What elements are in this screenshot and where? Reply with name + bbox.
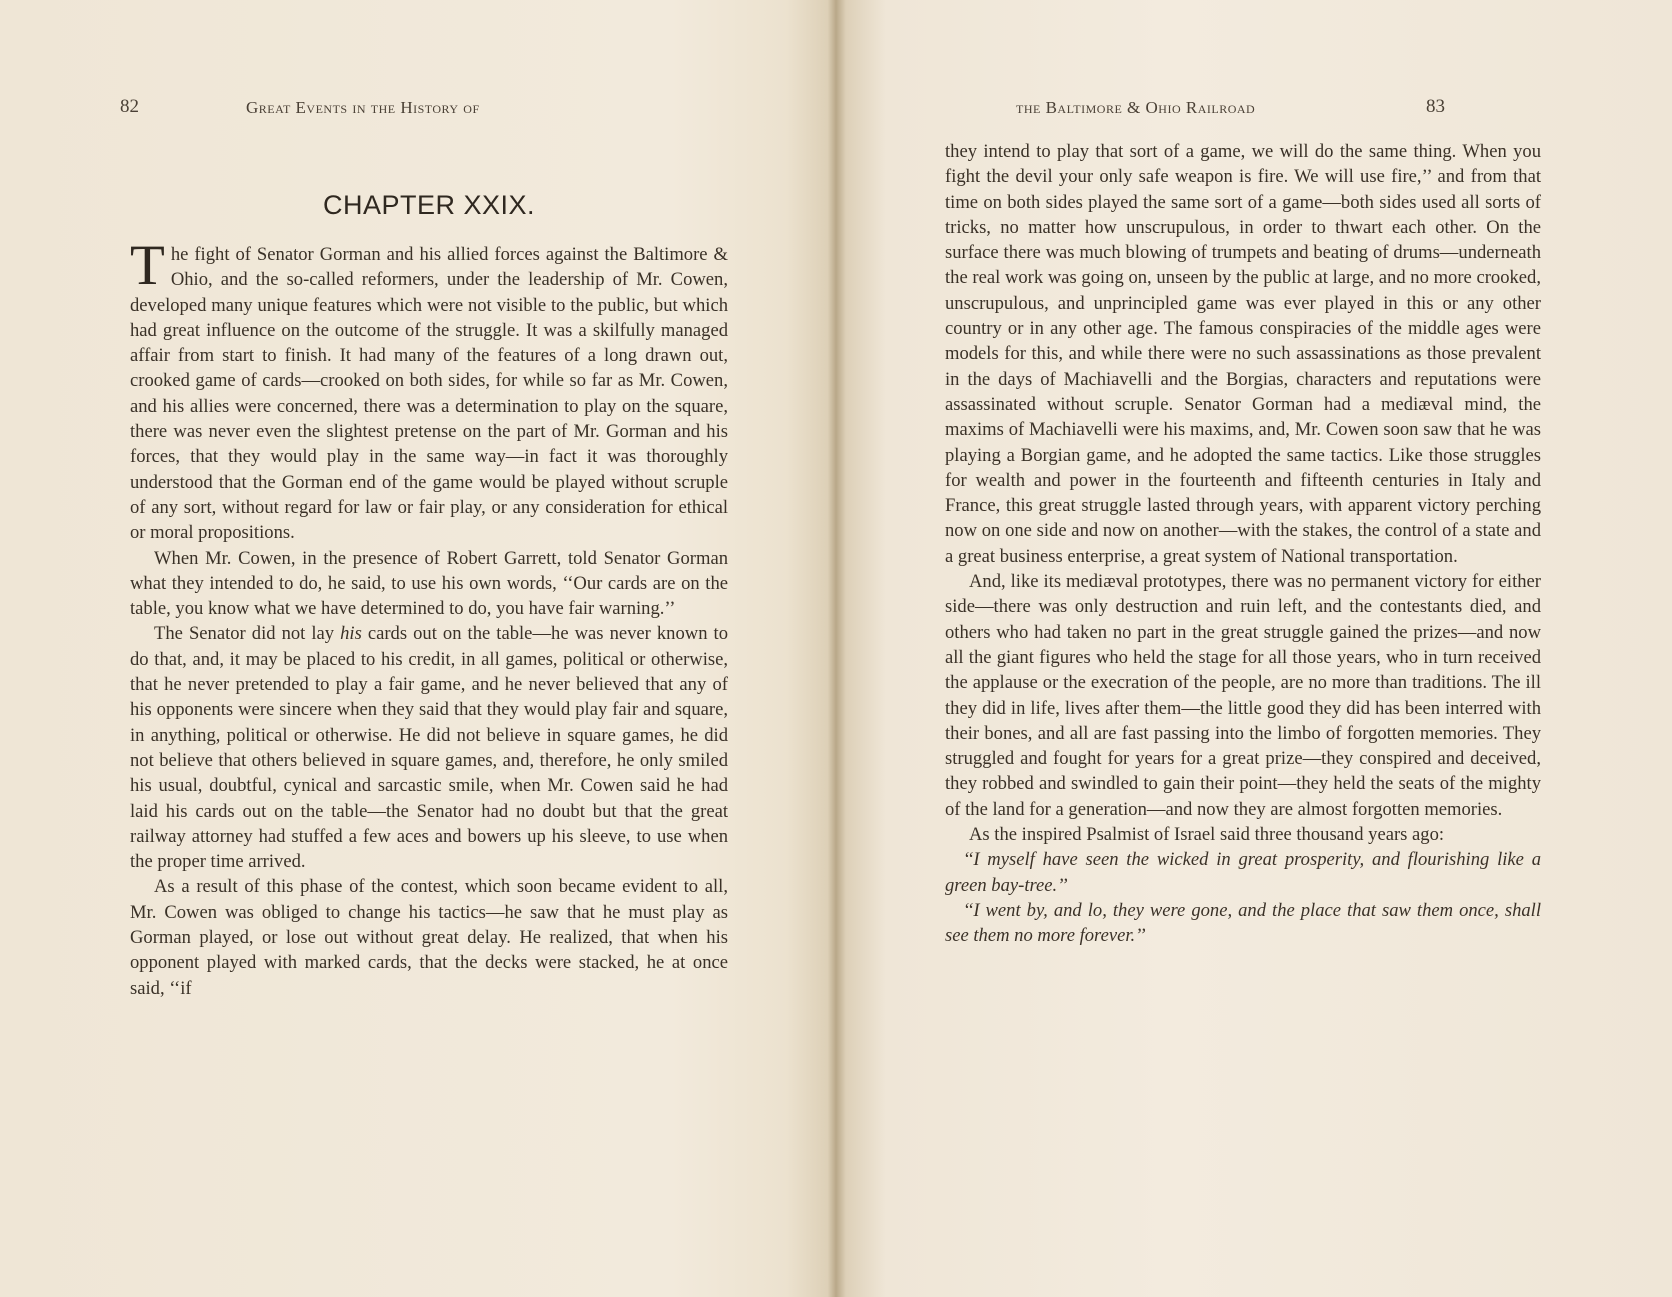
paragraph: And, like its mediæval prototypes, there was no permanent victory for either side—there was only destruction and ruin left, and the contestants died, and others who had taken no part in the great struggle gained the prizes—and now all the giant figures who held the stage for all those years, who in turn received the applause or the execration of the people, are no more than traditions. The ill they did in life, lives after them—the little good they did has been interred with their bones, and all are fast passing into the limbo of forgotten memories. They struggled and fought for years for a great prize—they conspired and deceived, they robbed and swindled to gain their point—they held the seats of the mighty of the land for a generation—and now they are almost forgotten memories. [945,571,1541,820]
emphasis: his [340,623,362,645]
right-page [838,0,1672,1297]
right-page-number: 83 [1426,96,1445,117]
paragraph: they intend to play that sort of a game, we will do the same thing. When you fight the devil your only safe weapon is fire. We will use fire,’’ and from that time on both sides played the same sort of a game—both sides used all sorts of tricks, no matter how unscrupulous, in order to thwart each other. On the surface there was much blowing of trumpets and beating of drums—underneath the real work was going on, unseen by the public at large, and no more crooked, unscrupulous, and unprincipled game was ever played in this or any other country or in any other age. The famous conspiracies of the middle ages were models for this, and while there were no such assassinations as those prevalent in the days of Machiavelli and the Borgias, characters and reputations were assassinated without scruple. Senator Gorman had a mediæval mind, the maxims of Machiavelli were his maxims, and, Mr. Cowen soon saw that he was playing a Borgian game, and he adopted the same tactics. Like those struggles for wealth and power in the fourteenth and fifteenth centuries in Italy and France, this great struggle lasted through years, with apparent victory perching now on one side and now on another—with the stakes, the control of a state and a great business enterprise, a great system of National transportation. [945,141,1541,567]
paragraph: When Mr. Cowen, in the presence of Robert Garrett, told Senator Gorman what they intended to do, he said, to use his own words, ‘‘Our cards are on the table, you know what we have determined to do, you have fair warning.’’ [130,547,728,620]
left-page-number: 82 [120,96,139,117]
drop-cap: T [130,234,165,297]
paragraph: As a result of this phase of the contest, which soon became evident to all, Mr. Cowen was obliged to change his tactics—he saw that he must play as Gorman played, or lose out without great delay. He realized, that when his opponent played with marked cards, that the decks were stacked, he at once said, ‘‘if [130,876,728,999]
right-page-body [945,139,1541,949]
chapter-title: CHAPTER XXIX. [322,190,536,220]
left-page-body [130,234,729,1001]
paragraph-text: The Senator did not lay [154,623,341,645]
paragraph-text: cards out on the table—he was never known to do that, and, it may be placed to his credit, in all games, political or otherwise, that he never pretended to play a fair game, and he never believed that any of his opponents were sincere when they said that they would play fair and square, in anything, political or otherwise. He did not believe in square games, he did not believe that others believed in square games, and, therefore, he only smiled his usual, doubtful, cynical and sarcastic smile, when Mr. Cowen said he had laid his cards out on the table—the Senator had no doubt but that the great railway attorney had stuffed a few aces and bowers up his sleeve, to use when the proper time arrived. [130,623,729,873]
left-running-header: Great Events in the History of [246,98,480,117]
scripture-quote: ‘‘I myself have seen the wicked in great prosperity, and flourishing like a green bay-tree.’’ [945,849,1541,896]
paragraph [130,621,728,874]
right-running-header: the Baltimore & Ohio Railroad [1016,98,1256,117]
paragraph: As the inspired Psalmist of Israel said three thousand years ago: [969,824,1445,846]
paragraph [130,234,728,546]
paragraph-text: he fight of Senator Gorman and his allied forces against the Baltimore & Ohio, and the so-called reformers, under the leadership of Mr. Cowen, developed many unique features which were not visible to the public, but which had great influence on the outcome of the struggle. It was a skilfully managed affair from start to finish. It had many of the features of a long drawn out, crooked game of cards—crooked on both sides, for while so far as Mr. Cowen, and his allies were concerned, there was a determination to play on the square, there was never even the slightest pretense on the part of Mr. Gorman and his forces, that they would play in the same way—in fact it was thoroughly understood that the Gorman end of the game would be played without scruple of any sort, without regard for law or fair play, or any consideration for ethical or moral propositions. [130,244,728,544]
left-page [0,0,834,1297]
scripture-quote: ‘‘I went by, and lo, they were gone, and the place that saw them once, shall see them no more forever.’’ [945,899,1541,947]
